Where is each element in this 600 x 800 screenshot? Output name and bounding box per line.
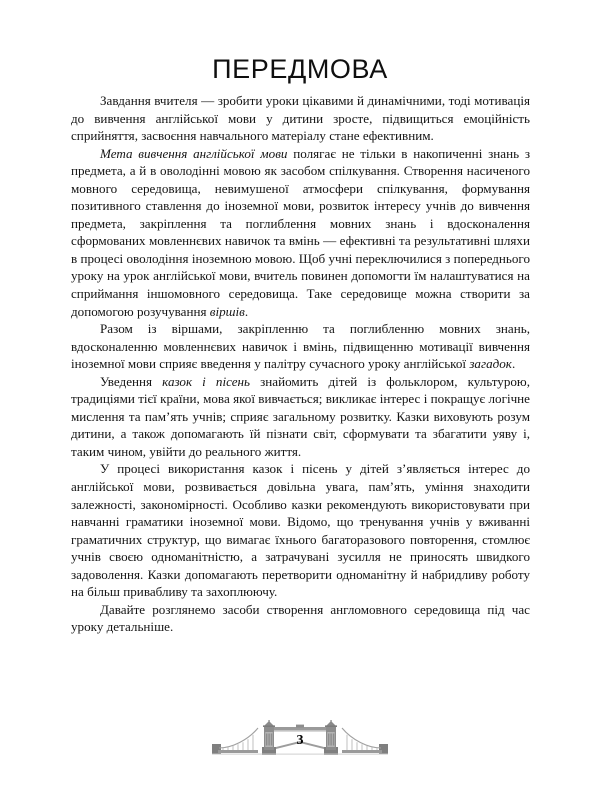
paragraph [71,145,530,320]
plain-text: Уведення [100,373,163,389]
tower-bridge-icon [210,720,390,764]
plain-text: Давайте розглянемо засоби створення англомовного середовища під час уроку детальніше. [71,601,530,635]
paragraph [71,460,530,600]
page-title: ПЕРЕДМОВА [212,54,388,85]
emphasis-text: віршів [209,303,245,319]
plain-text: Разом із віршами, закріпленню та поглибленню мовних знань, вдосконаленню мовленнєвих навичок і вмінь, підвищенню мотивації вивчення іноземної мови сприяє введення у палітру сучасного уроку англійської [71,321,530,372]
plain-text: . [244,303,249,319]
emphasis-text: Мета вивчення англійської мови [100,145,288,161]
body-text-block [71,92,530,636]
plain-text: полягає не тільки в накопиченні знань з предмета, а й в оволодінні мовою як засобом спілкування. Створення насиченого мовного середовища, невимушеної атмосфери спілкування, формування позитивного ставлення до іноземної мови, розвиток інтересу учнів до вивчення предмета, закріплення та поглиблення мовних знань і вдосконалення сформованих мовленнєвих навичок та вмінь — ефективні та результативні шляхи в процесі оволодіння іноземною мовою. Щоб учні переключилися з попереднього уроку на урок англійської мови, вчитель повинен допомогти їм налаштуватися на сприймання іншомовного середовища. Таке середовище можна створити за допомогою розучування [71,145,530,319]
plain-text: знайомить дітей із фольклором, культурою, традиціями тієї країни, мова якої вивчається; викликає інтерес і покращує логічне мислення та пам’ять учнів; сприяє загальному розвитку. Казки виховують розум дитини, а також допомагають їй пізнати світ, сформувати та збагатити уяву і, таким чином, увійти до реального життя. [71,373,530,459]
plain-text: У процесі використання казок і пісень у дітей з’являється інтерес до англійської мови, розвивається довільна увага, пам’ять, уміння знаходити залежності, закономірності. Особливо казки рекомендують використовувати при навчанні граматики іноземної мови. Відомо, що тренування учнів у вживанні граматичних структур, що вимагає їхнього багаторазового повторення, стомлює учнів своєю одноманітністю, а затрачувані зусилля не приносять швидкого задоволення. Казки допомагають перетворити одноманітну й набридливу роботу на більш привабливу та захоплюючу. [71,461,530,600]
plain-text: Завдання вчителя — зробити уроки цікавими й динамічними, тоді мотивація до вивчення англійської мови у дитини зросте, підвищиться емоційність сприйняття, засвоєння навчального матеріалу стане ефективним. [71,93,530,144]
paragraph [71,92,530,145]
paragraph [71,373,530,461]
emphasis-text: загадок [469,356,512,372]
page-number: 3 [296,733,304,748]
paragraph [71,601,530,636]
paragraph [71,320,530,373]
page-footer [0,720,600,800]
plain-text: . [511,356,516,372]
emphasis-text: казок і пісень [162,373,250,389]
